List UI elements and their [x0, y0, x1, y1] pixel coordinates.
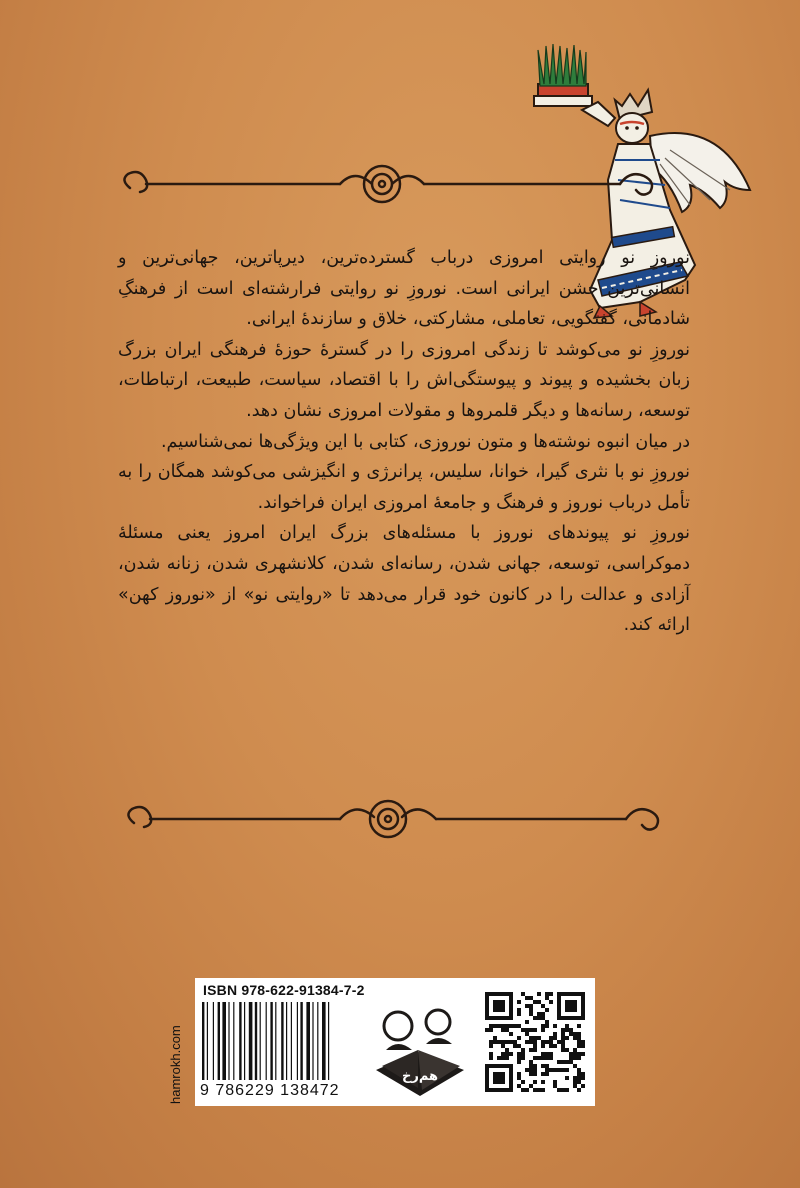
blurb-paragraph-3: در میان انبوه نوشته‌ها و متون نوروزی، کتابی با این ویژگی‌ها نمی‌شناسیم. — [160, 431, 690, 452]
publisher-website: hamrokh.com — [168, 1025, 183, 1104]
blurb-paragraph-4: نوروزِ نو با نثری گیرا، خوانا، سلیس، پرانرژی و انگیزشی می‌کوشد همگان را به تأمل درباب نوروز و فرهنگ و جامعۀ امروزی ایران فراخواند. — [118, 462, 690, 513]
publisher-logo-text: هم‌رخ — [401, 1069, 439, 1084]
ornament-divider-top — [110, 160, 690, 210]
back-cover-blurb — [118, 243, 690, 641]
blurb-paragraph-2: نوروزِ نو می‌کوشد تا زندگی امروزی را در گسترۀ حوزۀ فرهنگی ایران بزرگ زبان بخشیده و پیوند و پیوستگی‌اش را با اقتصاد، سیاست، طبیعت، ارتباطات، توسعه، رسانه‌ها و دیگر قلمروها و مقولات امروزی نشان دهد. — [118, 339, 690, 421]
publisher-logo-icon — [368, 1000, 473, 1100]
ornament-divider-bottom — [110, 795, 690, 845]
qr-code-icon — [480, 982, 590, 1102]
blurb-paragraph-5: نوروزِ نو پیوندهای نوروز با مسئله‌های بزرگ ایران امروز یعنی مسئلۀ دموکراسی، توسعه، جهانی شدن، رسانه‌ای شدن، کلانشهری شدن، زنانه شدن، آزادی و عدالت را در کانون خود قرار می‌دهد تا «روایتی نو» از «نوروز کهن» ارائه کند. — [118, 523, 690, 636]
sabzeh-icon — [534, 44, 592, 106]
isbn-barcode — [200, 1002, 360, 1080]
ean-digits: 9 786229 138472 — [200, 1082, 340, 1099]
isbn-label: ISBN 978-622-91384-7-2 — [203, 982, 365, 998]
blurb-paragraph-1: نوروزِ نو روایتی امروزی درباب گسترده‌ترین، دیرپاترین، جهانی‌ترین و انسانی‌ترین جشن ایرانی است. نوروزِ نو روایتی فرارشته‌ای است از فرهنگِ شادمانی، گفتگویی، تعاملی، مشارکتی، خلاق و سازندۀ ایرانی. — [118, 248, 690, 330]
